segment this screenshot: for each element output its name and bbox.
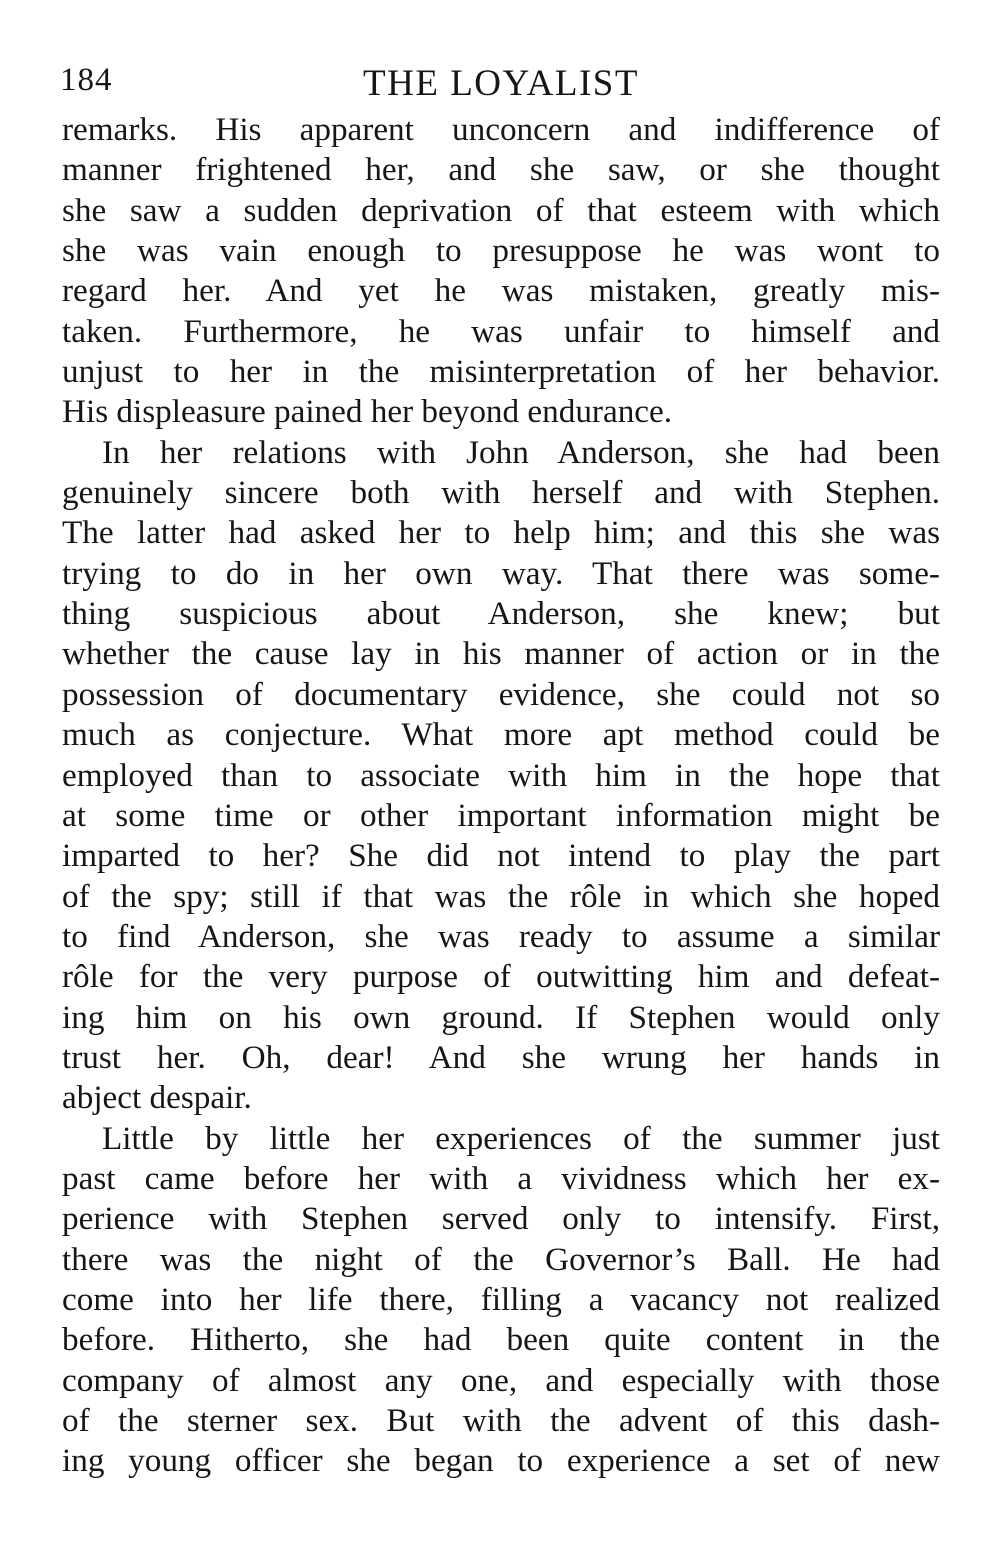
text-line: to find Anderson, she was ready to assume a similar — [62, 917, 940, 955]
text-line: trust her. Oh, dear! And she wrung her hands in — [62, 1038, 940, 1076]
paragraph-1 — [62, 110, 940, 433]
running-title: THE LOYALIST — [363, 63, 639, 104]
text-line: Little by little her experiences of the summer just — [102, 1119, 940, 1157]
text-line: thing suspicious about Anderson, she knew; but — [62, 595, 940, 633]
body-text — [62, 110, 940, 1482]
text-line: company of almost any one, and especially with those — [62, 1361, 940, 1399]
text-line: whether the cause lay in his manner of action or in the — [62, 635, 940, 673]
text-line: much as conjecture. What more apt method could be — [62, 716, 940, 754]
paragraph-3 — [62, 1119, 940, 1482]
text-line: The latter had asked her to help him; and this she was — [62, 514, 940, 552]
text-line: taken. Furthermore, he was unfair to himself and — [62, 312, 940, 350]
text-line: rôle for the very purpose of outwitting him and defeat- — [62, 958, 940, 996]
text-line: possession of documentary evidence, she could not so — [62, 675, 940, 713]
text-line: she saw a sudden deprivation of that esteem with which — [62, 191, 940, 229]
page-number: 184 — [60, 62, 113, 98]
text-line: perience with Stephen served only to intensify. First, — [62, 1200, 940, 1238]
text-line: abject despair. — [62, 1079, 252, 1117]
text-line: ing him on his own ground. If Stephen would only — [62, 998, 940, 1036]
text-line: remarks. His apparent unconcern and indifference of — [62, 111, 940, 148]
page-header — [62, 52, 940, 110]
text-line: come into her life there, filling a vacancy not realized — [62, 1280, 940, 1318]
text-line: of the spy; still if that was the rôle in which she hoped — [62, 877, 940, 915]
text-line: there was the night of the Governor’s Ball. He had — [62, 1240, 940, 1278]
text-line: ing young officer she began to experience a set of new — [62, 1442, 940, 1480]
text-line: before. Hitherto, she had been quite content in the — [62, 1321, 940, 1359]
book-page — [62, 52, 940, 1482]
text-line: of the sterner sex. But with the advent of this dash- — [62, 1402, 940, 1439]
text-line: imparted to her? She did not intend to play the part — [62, 837, 940, 875]
text-line: at some time or other important information might be — [62, 796, 940, 834]
text-line: trying to do in her own way. That there was some- — [62, 554, 940, 592]
paragraph-2 — [62, 433, 940, 1119]
text-line: unjust to her in the misinterpretation of her behavior. — [62, 353, 940, 391]
text-line: manner frightened her, and she saw, or she thought — [62, 151, 940, 189]
text-line: she was vain enough to presuppose he was wont to — [62, 232, 940, 270]
text-line: In her relations with John Anderson, she had been — [102, 433, 940, 471]
text-line: genuinely sincere both with herself and with Stephen. — [62, 474, 940, 512]
text-line: employed than to associate with him in the hope that — [62, 756, 940, 794]
text-line: His displeasure pained her beyond endurance. — [62, 393, 673, 431]
text-line: past came before her with a vividness which her ex- — [62, 1159, 940, 1197]
text-line: regard her. And yet he was mistaken, greatly mis- — [62, 272, 940, 310]
